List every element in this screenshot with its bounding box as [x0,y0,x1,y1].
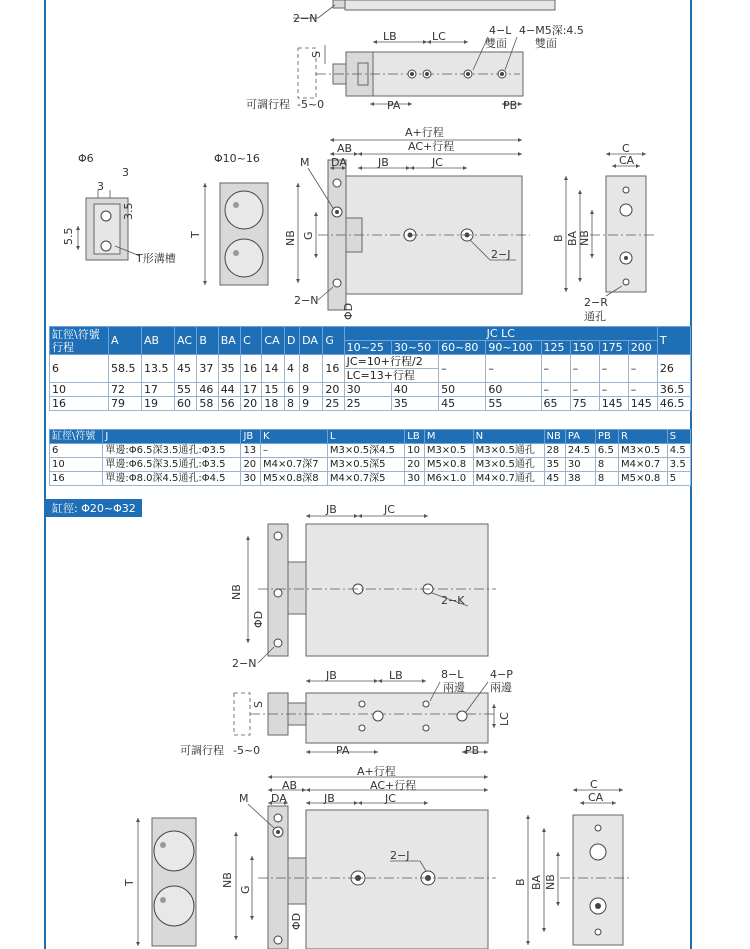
s2-side-pb: PB [465,744,480,757]
label-4l-note: 雙面 [485,37,507,50]
table2-h-k: K [260,430,327,444]
front1-a-stroke: A+行程 [405,126,444,139]
table2-cell: 30 [241,472,261,486]
end-view-1 [552,142,656,323]
section2-title: 缸徑: Φ20~Φ32 [46,499,142,517]
label-stroke-range: -5~0 [297,98,325,111]
table1-cell: 46.5 [657,397,690,411]
table1-h-range: 10~25 [344,341,391,355]
table2-cell: 38 [565,472,595,486]
front1-j: 2−J [491,248,511,261]
table2-cell: 20 [241,458,261,472]
front1-g: G [302,231,315,240]
table2-cell: 8 [595,472,618,486]
label-pb: PB [503,99,518,112]
table1-cell: 16 [323,355,344,383]
s2-top-k: 2−K [441,594,465,607]
table1-h-a: A [109,327,142,355]
table2-cell: 5 [667,472,690,486]
s2-front-ac-stroke: AC+行程 [370,779,417,792]
table1-cell: 14 [262,355,285,383]
table1-note: LC=13+行程 [344,369,439,383]
table1-cell: 55 [486,397,541,411]
s2-end-view [514,778,632,945]
table2-h-pb: PB [595,430,618,444]
table1-cell: 65 [541,397,570,411]
s2-front-ab: AB [282,779,298,792]
table1-h-da: DA [300,327,323,355]
table2-cell: M4×0.7深5 [327,472,404,486]
table1-cell: – [628,383,657,397]
table1-h-ac: AC [175,327,197,355]
table1-h-d: D [285,327,300,355]
phi10-16-t: T [189,231,202,238]
table2-cell: 28 [544,444,565,458]
spec-table-1 [49,326,691,411]
table-row [50,458,691,472]
s2-end-ca: CA [588,791,604,804]
table1-cell: 36.5 [657,383,690,397]
table2-cell: 8 [595,458,618,472]
top-side-view [246,0,584,112]
table1-cell: 9 [300,383,323,397]
s2-front-m: M [239,792,249,805]
end1-ba: BA [566,230,579,246]
table2-cell: 6 [50,444,103,458]
table1-cell: 13.5 [142,355,175,383]
s2-top-jb: JB [326,503,337,516]
table1-cell: 44 [218,383,240,397]
table2-cell: 24.5 [565,444,595,458]
table2-h-jb: JB [241,430,261,444]
table1-cell: – [599,355,628,383]
phi10-16-title: Φ10~16 [214,152,260,165]
table1-cell: 46 [197,383,218,397]
table1-h-ba: BA [218,327,240,355]
table1-h-range: 200 [628,341,657,355]
table1-cell: – [570,383,599,397]
table1-cell: 35 [391,397,438,411]
table2-cell: 10 [50,458,103,472]
front1-d: ΦD [342,302,355,320]
s2-end-ba: BA [530,874,543,890]
s2-side-pa: PA [336,744,350,757]
label-s: S [310,51,323,58]
table2-cell: M3×0.5通孔 [473,458,544,472]
end1-r: 2−R [584,296,608,309]
table1-cell: 30 [344,383,391,397]
s2-front-jc: JC [385,792,396,805]
s2-side-lc: LC [498,712,511,726]
table2-cell: 6.5 [595,444,618,458]
table2-cell: 35 [544,458,565,472]
table1-cell: 26 [657,355,690,383]
s2-end-b: B [514,878,527,886]
label-pa: PA [387,99,401,112]
table2-h-n: N [473,430,544,444]
table1-cell: – [486,355,541,383]
s2-top-nb: NB [230,584,243,600]
table2-cell: 30 [405,472,425,486]
table2-cell: 16 [50,472,103,486]
s2-end-c: C [590,778,598,791]
table2-cell: 30 [565,458,595,472]
s2-front-da: DA [271,792,287,805]
table2-cell: M3×0.5 [618,444,667,458]
table1-cell: – [541,383,570,397]
table1-cell: 17 [142,383,175,397]
s2-side-p-note: 兩邊 [490,681,512,694]
table2-cell: 45 [544,472,565,486]
label-4m-note: 雙面 [535,37,557,50]
s2-front-d: ΦD [290,912,303,930]
table1-h-jclc: JC LC [344,327,657,341]
s2-front-view [221,764,496,949]
table2-cell: 單邊:Φ8.0深4.5通孔:Φ4.5 [103,472,241,486]
phi6-dim-35: 3.5 [122,202,135,220]
label-4l: 4−L [489,24,512,37]
table1-cell: 45 [175,355,197,383]
phi6-view [62,152,176,265]
end1-c: C [622,142,630,155]
table1-cell: 16 [50,397,109,411]
table1-h-range: 125 [541,341,570,355]
table1-h-b: B [197,327,218,355]
end1-nb: NB [578,230,591,246]
s2-side-lb: LB [389,669,403,682]
table1-cell: 4 [285,355,300,383]
table1-cell: 145 [628,397,657,411]
table2-h-lb: LB [405,430,425,444]
table1-h-c: C [241,327,262,355]
table2-cell: 單邊:Φ6.5深3.5通孔:Φ3.5 [103,444,241,458]
front1-ac-stroke: AC+行程 [408,140,455,153]
s2-end-nb: NB [544,874,557,890]
table2-cell: 10 [405,444,425,458]
s2-side-p: 4−P [490,668,513,681]
front1-ab: AB [337,142,353,155]
table2-h-nb: NB [544,430,565,444]
table1-cell: 50 [439,383,486,397]
table1-cell: 17 [241,383,262,397]
table2-cell: M5×0.8 [618,472,667,486]
s2-front-a-stroke: A+行程 [357,765,396,778]
table-row [50,472,691,486]
table1-cell: 60 [486,383,541,397]
table2-cell: M3×0.5通孔 [473,444,544,458]
table2-cell: M6×1.0 [424,472,473,486]
phi6-dim-55: 5.5 [62,227,75,245]
label-n: 2−N [293,12,318,25]
table1-cell: – [541,355,570,383]
table2-cell: M3×0.5深5 [327,458,404,472]
table1-h-range: 150 [570,341,599,355]
label-lc: LC [432,30,446,43]
table1-cell: 35 [218,355,240,383]
front1-m: M [300,156,310,169]
table1-h-t: T [657,327,690,355]
table2-cell: M4×0.7通孔 [473,472,544,486]
phi6-title: Φ6 [78,152,94,165]
table1-cell: 37 [197,355,218,383]
table2-cell: M5×0.8深8 [260,472,327,486]
table1-cell: 58.5 [109,355,142,383]
label-lb: LB [383,30,397,43]
table1-cell: 6 [50,355,109,383]
s2-side-l: 8−L [441,668,464,681]
phi6-dim-3b: 3 [122,166,129,179]
table1-cell: 16 [241,355,262,383]
end1-b: B [552,234,565,242]
table1-cell: – [628,355,657,383]
table1-cell: 18 [262,397,285,411]
table2-h-bore: 缸徑\符號 [50,430,103,444]
table2-cell: M3×0.5深4.5 [327,444,404,458]
table-row [50,397,691,411]
table2-cell: M4×0.7 [618,458,667,472]
table1-cell: 9 [300,397,323,411]
end1-r-note: 通孔 [584,310,606,323]
table2-cell: 單邊:Φ6.5深3.5通孔:Φ3.5 [103,458,241,472]
table1-cell: 60 [175,397,197,411]
spec-table-2 [49,429,691,486]
table2-h-s: S [667,430,690,444]
table1-cell: – [599,383,628,397]
table1-cell: 25 [323,397,344,411]
table1-cell: 10 [50,383,109,397]
table1-h-g: G [323,327,344,355]
table1-h-range: 30~50 [391,341,438,355]
table1-h-range: 90~100 [486,341,541,355]
phi6-dim-3a: 3 [97,180,104,193]
table2-cell: 4.5 [667,444,690,458]
s2-side-stroke-range: -5~0 [233,744,261,757]
phi6-slot: T形溝槽 [136,252,176,265]
table1-note: JC=10+行程/2 [344,355,439,369]
table1-cell: 8 [285,397,300,411]
table-row [50,383,691,397]
table1-h-range: 60~80 [439,341,486,355]
table1-cell: 8 [300,355,323,383]
table2-h-j: J [103,430,241,444]
s2-side-stroke-adj: 可調行程 [180,744,224,757]
s2-top-jc: JC [384,503,395,516]
table1-cell: 72 [109,383,142,397]
table2-h-pa: PA [565,430,595,444]
front-view-1 [284,125,530,320]
table2-h-m: M [424,430,473,444]
table1-cell: 145 [599,397,628,411]
table1-cell: 40 [391,383,438,397]
table1-cell: 45 [439,397,486,411]
label-stroke-adj: 可調行程 [246,98,290,111]
front1-nb: NB [284,230,297,246]
table1-h-bore: 缸徑\符號 行程 [50,327,109,355]
table-row [50,355,691,369]
table2-header-row [50,430,691,444]
table1-h-range: 175 [599,341,628,355]
table1-h-ca: CA [262,327,285,355]
table2-cell: M3×0.5 [424,444,473,458]
s2-top-d: ΦD [252,610,265,628]
s2-front-jb: JB [324,792,335,805]
table2-cell: – [260,444,327,458]
table2-cell: 3.5 [667,458,690,472]
table1-cell: 75 [570,397,599,411]
phi10-16-view [189,152,268,285]
table1-cell: 55 [175,383,197,397]
end1-ca: CA [619,154,635,167]
table2-cell: M4×0.7深7 [260,458,327,472]
table2-cell: M5×0.8 [424,458,473,472]
s2-cross-t: T [123,879,136,886]
s2-top-view [230,503,496,670]
table2-cell: 13 [241,444,261,458]
s2-side-view [180,668,513,757]
s2-front-nb: NB [221,872,234,888]
table1-cell: 19 [142,397,175,411]
table1-cell: – [439,355,486,383]
table1-cell: – [570,355,599,383]
table-row [50,444,691,458]
table2-cell: 20 [405,458,425,472]
table1-cell: 6 [285,383,300,397]
table1-cell: 15 [262,383,285,397]
s2-side-s: S [252,701,265,708]
table1-cell: 79 [109,397,142,411]
table1-cell: 20 [323,383,344,397]
s2-cross-view [123,818,196,946]
s2-front-g: G [239,885,252,894]
front1-da: DA [331,156,347,169]
table1-cell: 58 [197,397,218,411]
front1-n: 2−N [294,294,319,307]
table1-header-row [50,327,691,341]
front1-jb: JB [378,156,389,169]
table2-h-r: R [618,430,667,444]
table2-h-l: L [327,430,404,444]
table1-cell: 20 [241,397,262,411]
table1-cell: 56 [218,397,240,411]
front1-jc: JC [432,156,443,169]
label-4m: 4−M5深:4.5 [519,24,584,37]
s2-front-j: 2−J [390,849,410,862]
table1-cell: 25 [344,397,391,411]
s2-side-jb: JB [326,669,337,682]
table1-h-ab: AB [142,327,175,355]
s2-top-n: 2−N [232,657,257,670]
s2-side-l-note: 兩邊 [443,681,465,694]
